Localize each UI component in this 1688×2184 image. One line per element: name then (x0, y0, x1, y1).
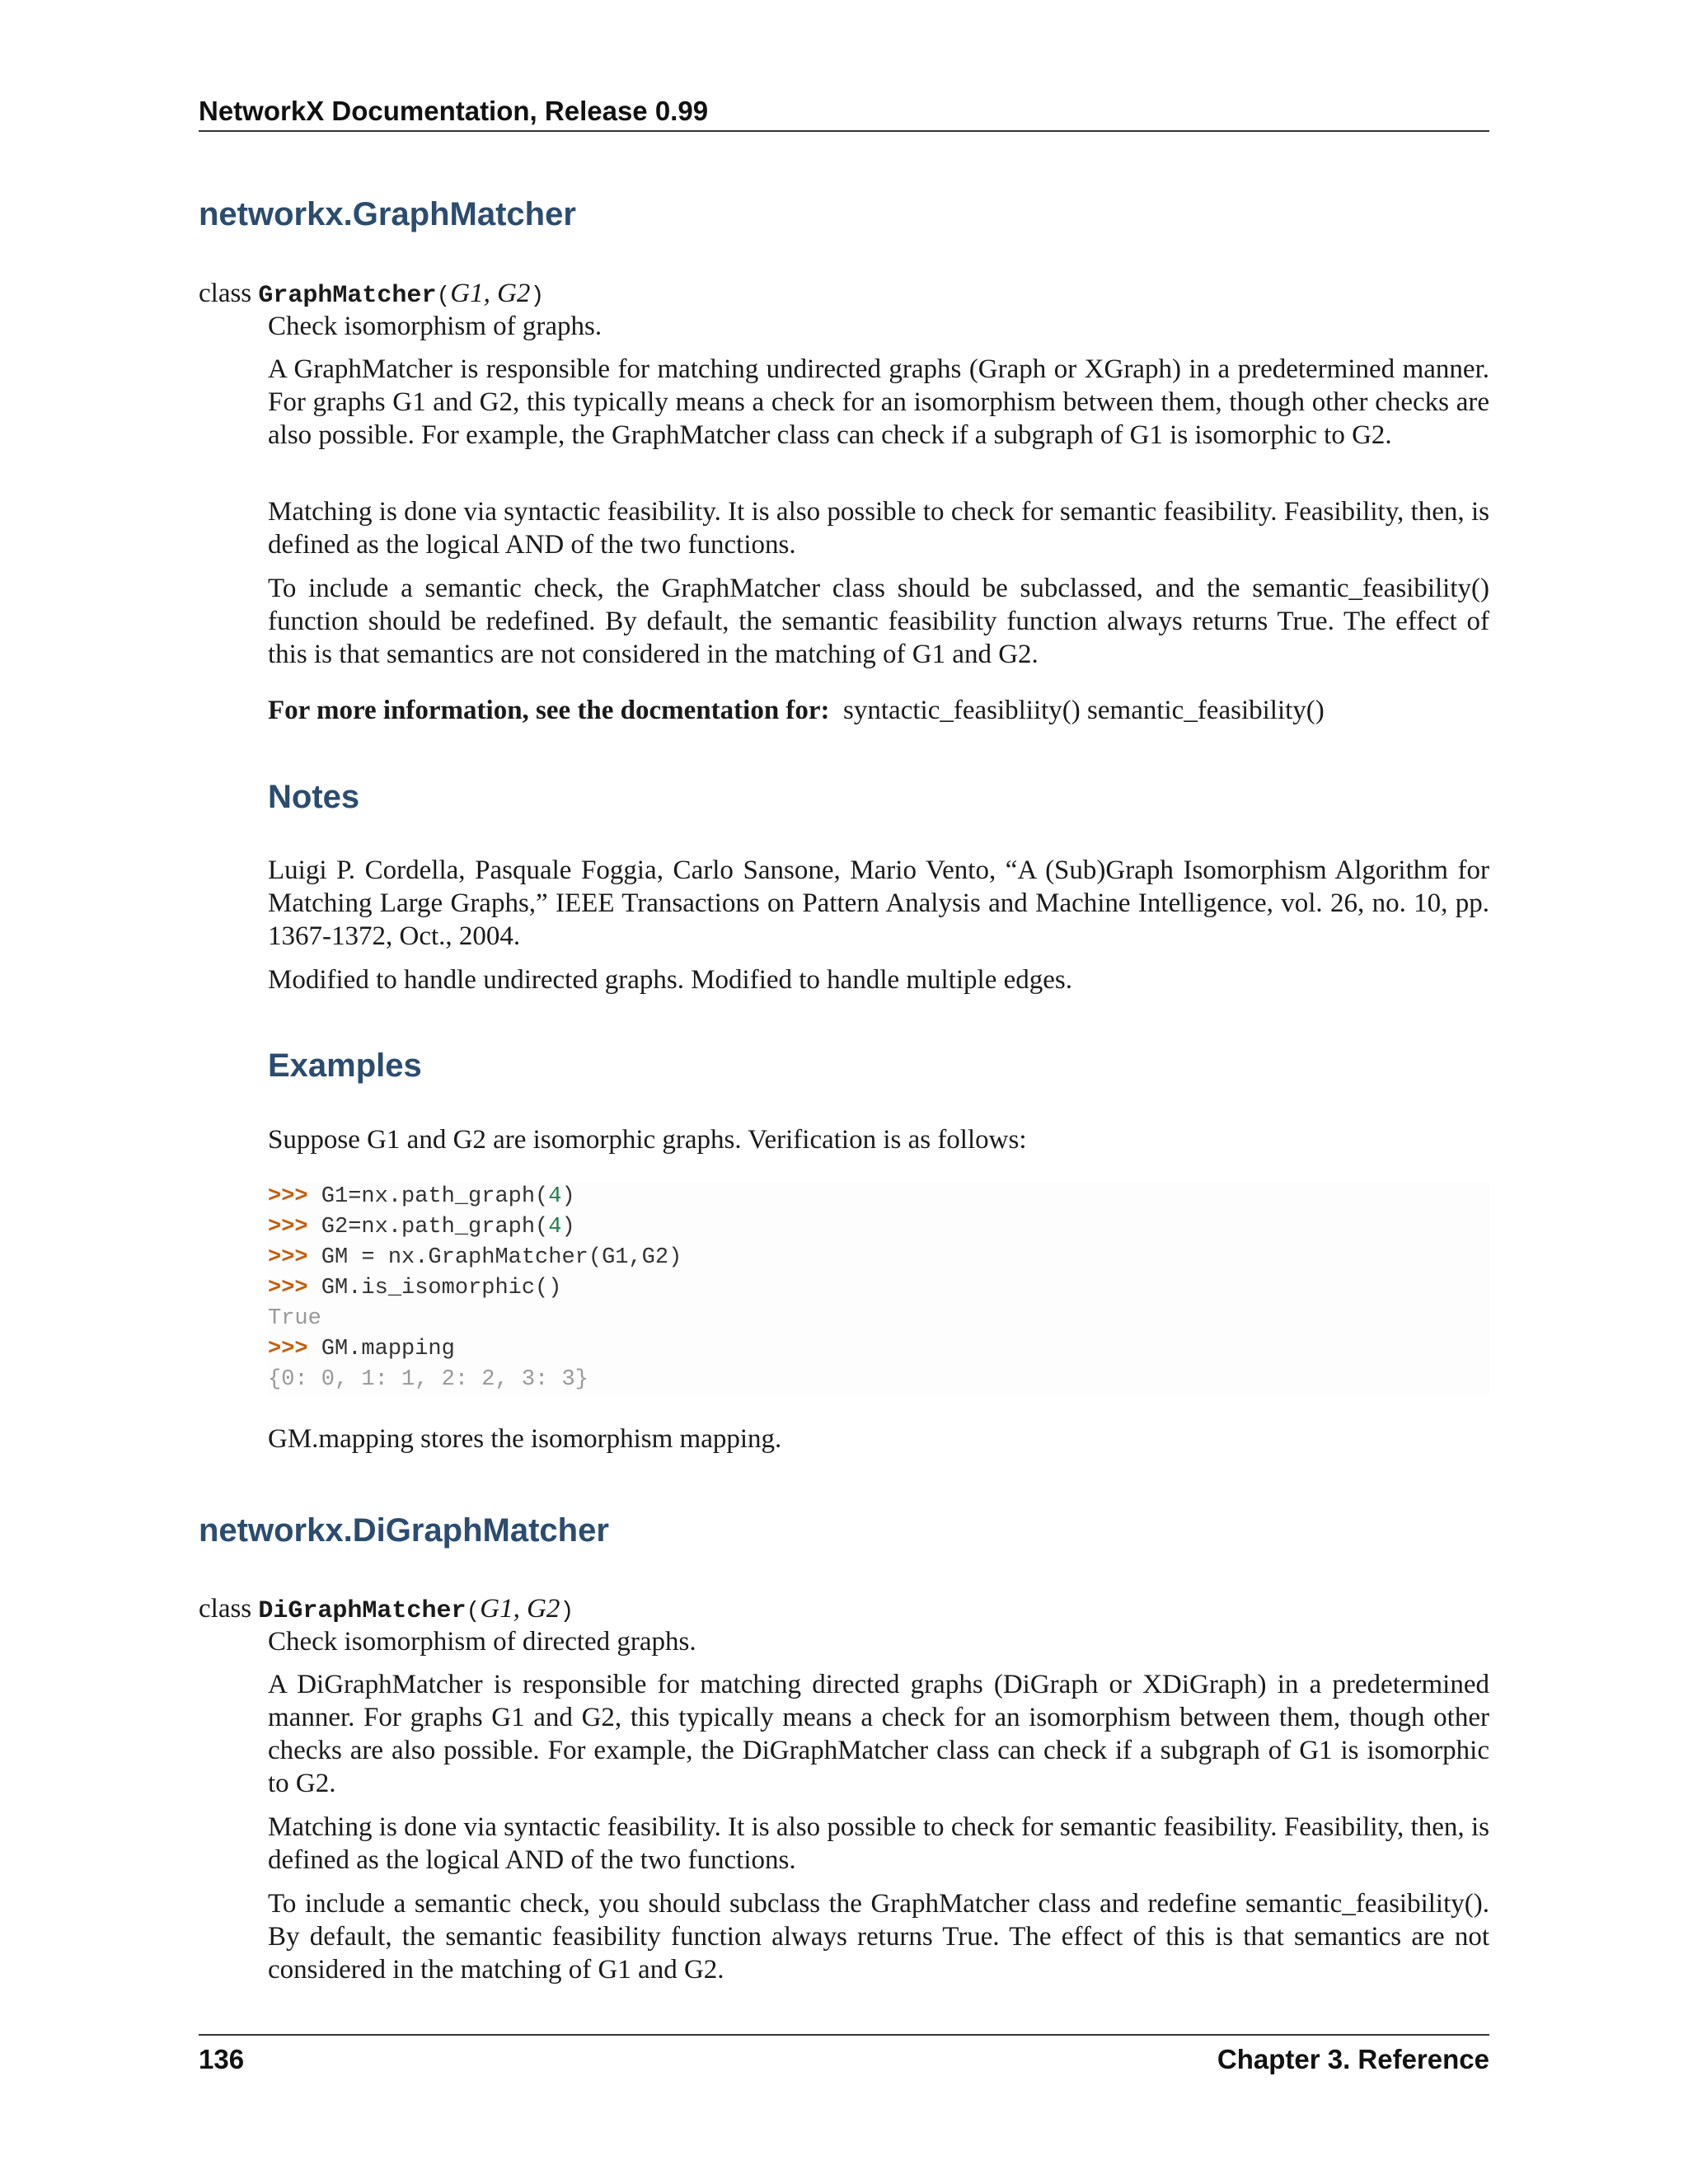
code-line: >>> GM.mapping (268, 1337, 455, 1361)
class-signature-graphmatcher: class GraphMatcher(G1, G2) (199, 279, 545, 310)
code-line: >>> GM.is_isomorphic() (268, 1276, 562, 1301)
class-summary: Check isomorphism of directed graphs. (268, 1627, 696, 1657)
code-line: >>> G1=nx.path_graph(4) (268, 1184, 575, 1209)
description-paragraph: Matching is done via syntactic feasibility. It is also possible to check for semantic feasibility. Feasibility, then, is defined as the logical AND of the two functions. (268, 497, 1489, 560)
code-output: {0: 0, 1: 1, 2: 2, 3: 3} (268, 1367, 588, 1392)
description-paragraph: To include a semantic check, you should subclass the GraphMatcher class and redefine semantic_feasibility(). By default, the semantic feasibility function always returns True. The effect of this is that semantics are not considered in the matching of G1 and G2. (268, 1889, 1489, 1985)
notes-heading: Notes (268, 779, 360, 815)
description-paragraph: A DiGraphMatcher is responsible for matching directed graphs (DiGraph or XDiGraph) in a predetermined manner. For graphs G1 and G2, this typically means a check for an isomorphism between them, though other checks are also possible. For example, the DiGraphMatcher class can check if a subgraph of G1 is isomorphic to G2. (268, 1670, 1489, 1798)
code-line: >>> GM = nx.GraphMatcher(G1,G2) (268, 1245, 682, 1270)
running-header: NetworkX Documentation, Release 0.99 (199, 96, 709, 126)
notes-paragraph: Modified to handle undirected graphs. Modified to handle multiple edges. (268, 965, 1073, 995)
description-paragraph: To include a semantic check, the GraphMatcher class should be subclassed, and the semantic_feasibility() function should be redefined. By default, the semantic feasibility function always returns True. The effect of this is that semantics are not considered in the matching of G1 and G2. (268, 574, 1489, 669)
examples-outro: GM.mapping stores the isomorphism mapping. (268, 1424, 782, 1454)
class-summary: Check isomorphism of graphs. (268, 312, 603, 341)
examples-intro: Suppose G1 and G2 are isomorphic graphs. Verification is as follows: (268, 1125, 1027, 1155)
description-paragraph: Matching is done via syntactic feasibility. It is also possible to check for semantic feasibility. Feasibility, then, is defined as the logical AND of the two functions. (268, 1812, 1489, 1875)
header-rule (199, 130, 1489, 132)
section-title-digraphmatcher: networkx.DiGraphMatcher (199, 1512, 609, 1549)
more-info-line (268, 694, 1489, 727)
code-output: True (268, 1306, 321, 1331)
code-block (268, 1182, 1489, 1395)
class-args: G1, G2 (450, 279, 531, 308)
code-line: >>> G2=nx.path_graph(4) (268, 1215, 575, 1240)
description-paragraph: A GraphMatcher is responsible for matching undirected graphs (Graph or XGraph) in a predetermined manner. For graphs G1 and G2, this typically means a check for an isomorphism between them, though other checks are also possible. For example, the GraphMatcher class can check if a subgraph of G1 is isomorphic to G2. (268, 354, 1489, 450)
notes-paragraph: Luigi P. Cordella, Pasquale Foggia, Carlo Sansone, Mario Vento, “A (Sub)Graph Isomorphism Algorithm for Matching Large Graphs,” IEEE Transactions on Pattern Analysis and Machine Intelligence, vol. 26, no. 10, pp. 1367-1372, Oct., 2004. (268, 855, 1489, 951)
page-number: 136 (199, 2044, 245, 2074)
section-title-graphmatcher: networkx.GraphMatcher (199, 196, 576, 232)
class-signature-digraphmatcher: class DiGraphMatcher(G1, G2) (199, 1594, 574, 1625)
more-info-text: syntactic_feasibliity() semantic_feasibility() (843, 696, 1325, 725)
class-keyword: class (199, 1594, 252, 1624)
page-footer (199, 2039, 1489, 2080)
class-name: DiGraphMatcher (258, 1597, 467, 1625)
chapter-label: Chapter 3. Reference (1217, 2044, 1489, 2074)
class-name: GraphMatcher (258, 282, 437, 310)
class-args: G1, G2 (480, 1594, 560, 1624)
class-keyword: class (199, 279, 252, 308)
footer-rule (199, 2034, 1489, 2036)
more-info-label: For more information, see the docmentation for: (268, 696, 830, 725)
examples-heading: Examples (268, 1047, 422, 1084)
